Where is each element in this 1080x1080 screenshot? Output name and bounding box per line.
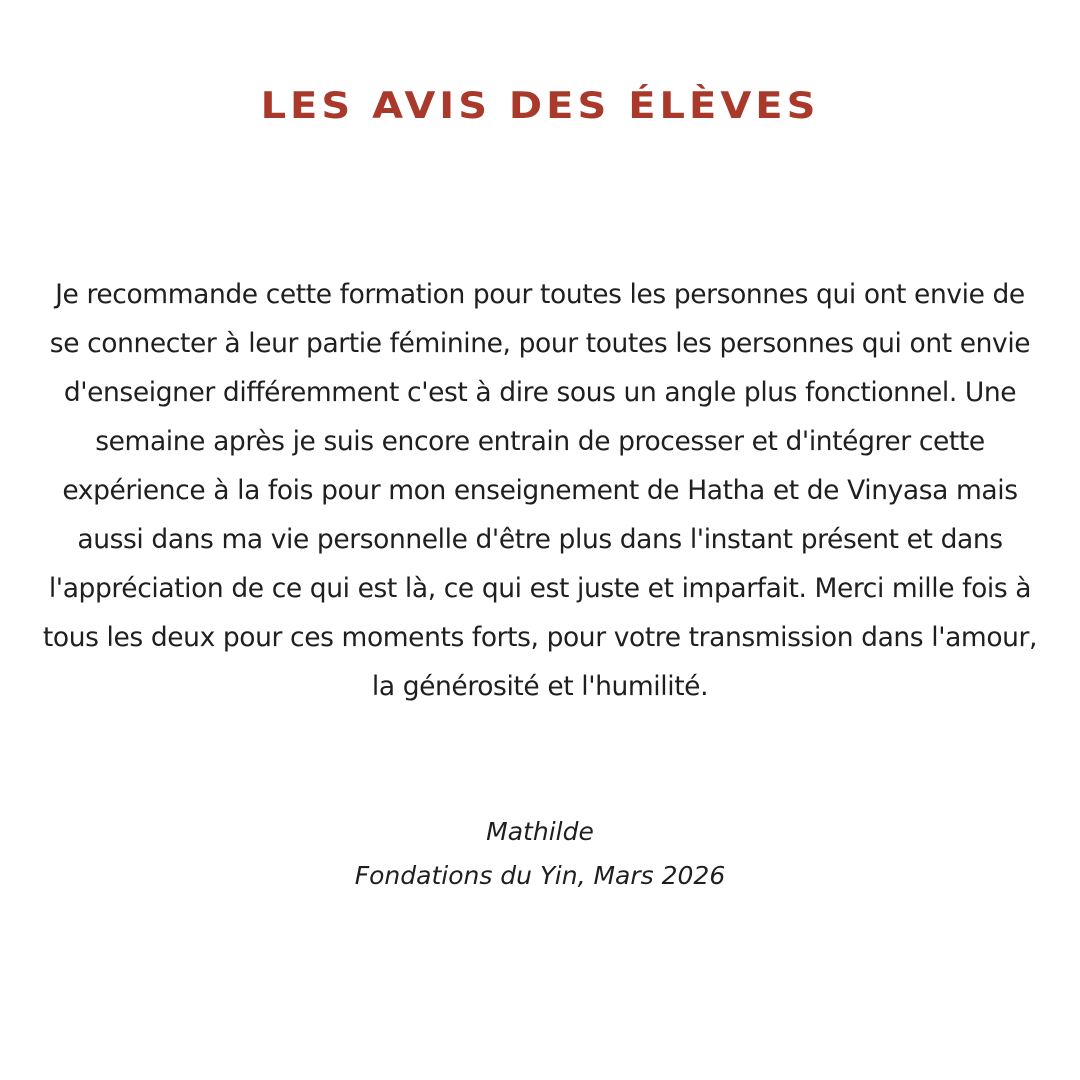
testimonial-text: Je recommande cette formation pour toutes les personnes qui ont envie de se connecter à leur partie féminine, pour toutes les personnes qui ont envie d'enseigner différemment c'est à dire sous un angle plus fonctionnel. Une semaine après je suis encore entrain de processer et d'intégrer cette expérience à la fois pour mon enseignement de Hatha et de Vinyasa mais aussi dans ma vie personnelle d'être plus dans l'instant présent et dans l'appréciation de ce qui est là, ce qui est juste et imparfait. Merci mille fois à tous les deux pour ces moments forts, pour votre transmission dans l'amour, la générosité et l'humilité. <box>42 279 1038 702</box>
page-title: LES AVIS DES ÉLÈVES <box>260 84 820 128</box>
attribution <box>0 810 1080 898</box>
author-name: Mathilde <box>486 817 594 846</box>
course-name: Fondations du Yin, Mars 2026 <box>354 861 726 890</box>
